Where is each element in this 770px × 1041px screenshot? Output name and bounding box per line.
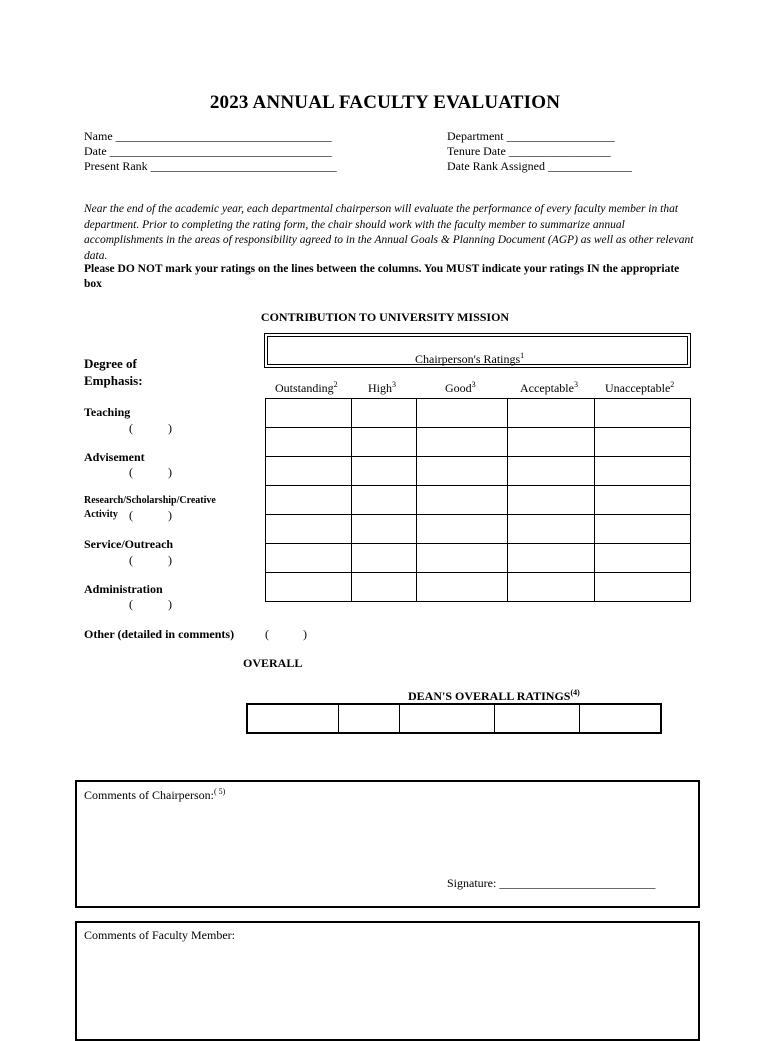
paren-open: ( xyxy=(129,597,133,611)
category-other: Other (detailed in comments) xyxy=(84,627,235,641)
grid-cell[interactable] xyxy=(352,428,417,457)
name-field[interactable]: Name ____________________________________ xyxy=(84,129,332,143)
cell-advisement-high[interactable] xyxy=(352,457,417,486)
grid-cell[interactable] xyxy=(266,428,352,457)
cell-research-acceptable[interactable] xyxy=(508,486,595,515)
cell-advisement-unacceptable[interactable] xyxy=(595,457,691,486)
cell-teaching-acceptable[interactable] xyxy=(508,399,595,428)
cell-research-high[interactable] xyxy=(352,486,417,515)
cell-research-outstanding[interactable] xyxy=(266,486,352,515)
cell-administration-good[interactable] xyxy=(417,573,508,602)
column-high: High$^3$ xyxy=(368,380,396,395)
grid-cell[interactable] xyxy=(508,515,595,544)
paren-open: ( xyxy=(129,465,133,479)
date-field[interactable]: Date _____________________________________ xyxy=(84,144,332,158)
column-unacceptable: Unacceptable$^2$ xyxy=(605,380,675,395)
ratings-header-label: Chairperson's Ratings$^1$ xyxy=(415,351,525,366)
ratings-grid xyxy=(265,398,691,602)
cell-service-good[interactable] xyxy=(417,544,508,573)
cell-advisement-good[interactable] xyxy=(417,457,508,486)
paren-close: ) xyxy=(168,553,172,567)
cell-teaching-unacceptable[interactable] xyxy=(595,399,691,428)
degree-label: Degree of xyxy=(84,356,137,371)
dean-cell-unacceptable[interactable] xyxy=(580,704,662,733)
column-acceptable: Acceptable$^3$ xyxy=(520,380,578,395)
dean-cell-acceptable[interactable] xyxy=(495,704,580,733)
section-title: CONTRIBUTION TO UNIVERSITY MISSION xyxy=(260,310,510,324)
paren-close: ) xyxy=(303,627,307,641)
paren-close: ) xyxy=(168,597,172,611)
cell-service-acceptable[interactable] xyxy=(508,544,595,573)
grid-cell[interactable] xyxy=(352,515,417,544)
warning-paragraph: Please DO NOT mark your ratings on the lines between the columns. You MUST indicate your ratings IN the appropriate box xyxy=(84,263,680,290)
cell-service-high[interactable] xyxy=(352,544,417,573)
dean-cell-high[interactable] xyxy=(339,704,400,733)
cell-advisement-outstanding[interactable] xyxy=(266,457,352,486)
grid-cell[interactable] xyxy=(508,428,595,457)
paren-open: ( xyxy=(265,627,269,641)
department-field[interactable]: Department __________________ xyxy=(447,129,615,143)
cell-service-outstanding[interactable] xyxy=(266,544,352,573)
grid-cell[interactable] xyxy=(266,515,352,544)
cell-service-unacceptable[interactable] xyxy=(595,544,691,573)
cell-teaching-outstanding[interactable] xyxy=(266,399,352,428)
grid-cell[interactable] xyxy=(417,515,508,544)
paren-open: ( xyxy=(129,508,133,522)
date-rank-assigned-field[interactable]: Date Rank Assigned ______________ xyxy=(447,159,632,173)
category-advisement: Advisement xyxy=(84,450,145,464)
cell-administration-high[interactable] xyxy=(352,573,417,602)
dean-cell-good[interactable] xyxy=(400,704,495,733)
cell-administration-outstanding[interactable] xyxy=(266,573,352,602)
signature-field[interactable]: Signature: __________________________ xyxy=(447,876,656,890)
cell-teaching-good[interactable] xyxy=(417,399,508,428)
grid-cell[interactable] xyxy=(595,515,691,544)
chair-comments-label: Comments of Chairperson:$^{( 5)}$ xyxy=(84,787,226,802)
category-research-activity: Activity xyxy=(84,509,118,520)
emphasis-label: Emphasis: xyxy=(84,373,143,388)
dean-cell-outstanding[interactable] xyxy=(247,704,339,733)
cell-research-good[interactable] xyxy=(417,486,508,515)
paren-open: ( xyxy=(129,553,133,567)
dean-ratings-grid xyxy=(246,703,662,734)
cell-administration-acceptable[interactable] xyxy=(508,573,595,602)
intro-paragraph: Near the end of the academic year, each departmental chairperson will evaluate the performance of every faculty member in that department. Prior to completing the rating form, the chair should work with the faculty member to summarize annual accomplishments in the areas of responsibility agreed to in the Annual Goals & Planning Document (AGP) as well as other relevant data. xyxy=(84,203,694,262)
page-title: 2023 ANNUAL FACULTY EVALUATION xyxy=(209,92,561,113)
grid-cell[interactable] xyxy=(595,428,691,457)
category-service: Service/Outreach xyxy=(84,537,174,551)
paren-open: ( xyxy=(129,421,133,435)
tenure-date-field[interactable]: Tenure Date _________________ xyxy=(447,144,611,158)
overall-label: OVERALL xyxy=(243,656,303,670)
category-administration: Administration xyxy=(84,582,163,596)
dean-ratings-label: DEAN'S OVERALL RATINGS$^{(4)}$ xyxy=(408,688,580,703)
column-outstanding: Outstanding$^2$ xyxy=(275,380,338,395)
category-research: Research/Scholarship/Creative xyxy=(84,495,216,506)
paren-close: ) xyxy=(168,421,172,435)
category-teaching: Teaching xyxy=(84,405,131,419)
cell-teaching-high[interactable] xyxy=(352,399,417,428)
cell-research-unacceptable[interactable] xyxy=(595,486,691,515)
column-good: Good$^3$ xyxy=(445,380,476,395)
cell-advisement-acceptable[interactable] xyxy=(508,457,595,486)
grid-cell[interactable] xyxy=(417,428,508,457)
paren-close: ) xyxy=(168,508,172,522)
cell-administration-unacceptable[interactable] xyxy=(595,573,691,602)
faculty-comments-label: Comments of Faculty Member: xyxy=(84,928,235,942)
paren-close: ) xyxy=(168,465,172,479)
present-rank-field[interactable]: Present Rank _______________________________ xyxy=(84,159,337,173)
